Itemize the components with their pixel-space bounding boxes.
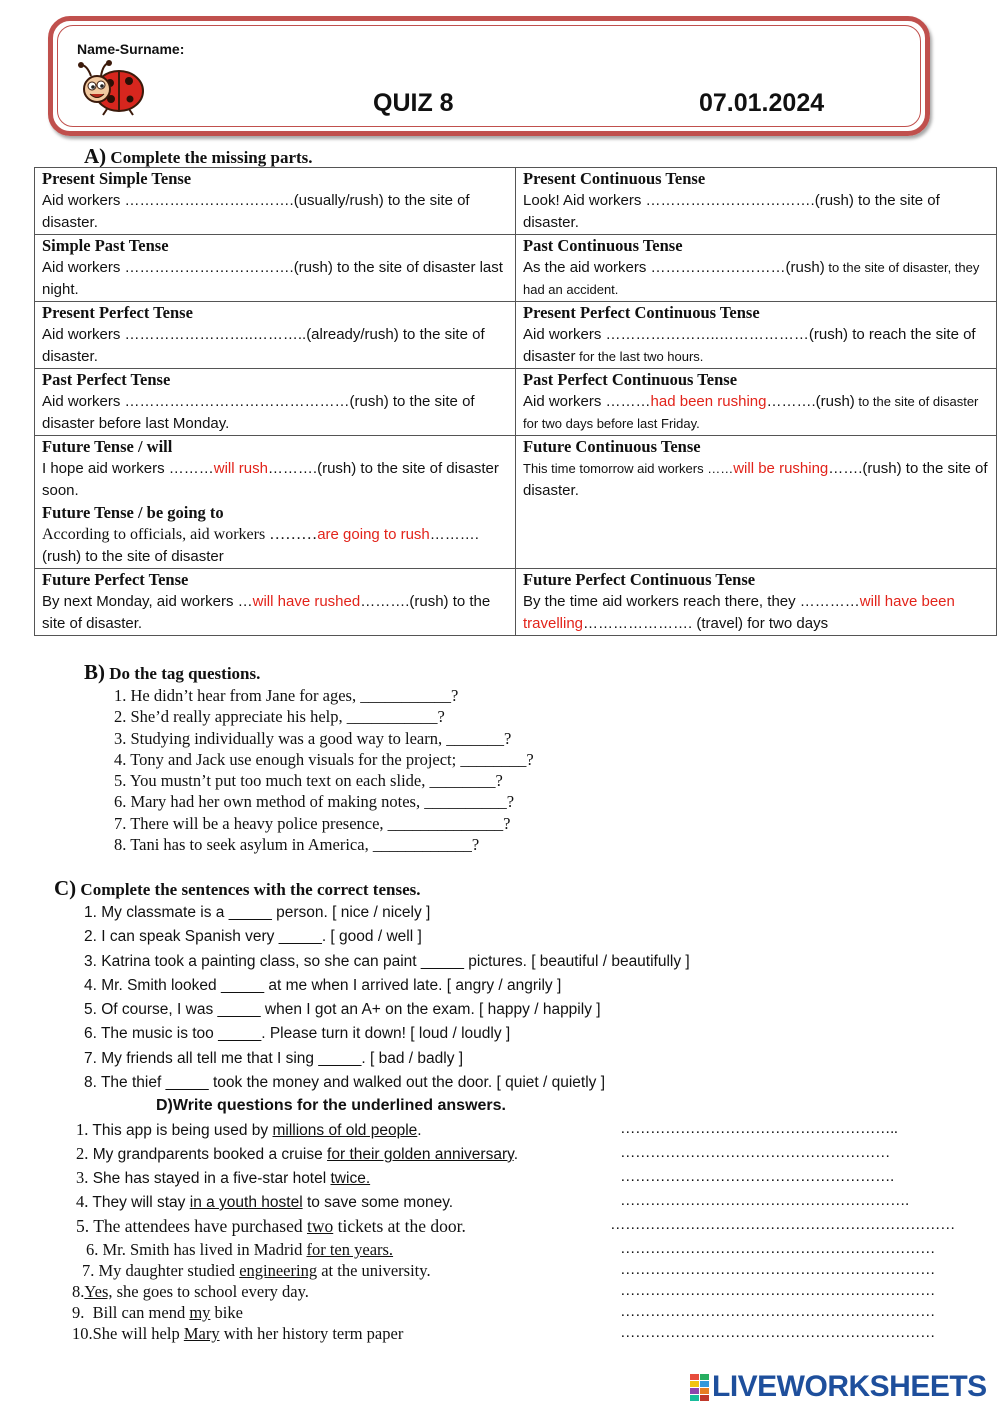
tag-question-list (114, 685, 534, 855)
liveworksheets-logo-icon (690, 1372, 710, 1404)
answer-text: will be rushing (733, 460, 829, 477)
name-surname-label: Name-Surname: (77, 41, 185, 57)
answer-text: are going to rush (317, 526, 430, 543)
list-item: 8.Yes, she goes to school every day. ……………………………………………………… (72, 1282, 935, 1301)
list-item: 5. You mustn’t put too much text on each slide, ________? (114, 771, 503, 791)
answer-line: ……………………………………………………… (620, 1240, 935, 1257)
underlined-answer: Yes, (84, 1282, 113, 1301)
list-item: 7. My friends all tell me that I sing _____. [ bad / badly ] (84, 1049, 464, 1067)
section-d-heading: D)Write questions for the underlined answers. (156, 1097, 506, 1114)
list-item: 1. This app is being used by millions of old people. ……………………………………………….. (76, 1120, 898, 1139)
section-c-heading: C) Complete the sentences with the correct tenses. (54, 876, 421, 900)
adjective-adverb-list (84, 901, 690, 1095)
underlined-answer: engineering (239, 1261, 318, 1280)
liveworksheets-brand: LIVEWORKSHEETS (712, 1370, 987, 1403)
list-item: 3. She has stayed in a five-star hotel twice. ………………………………………………. (76, 1168, 894, 1187)
list-item: 6. Mary had her own method of making notes, __________? (114, 792, 515, 812)
list-item: 1. My classmate is a _____ person. [ nice / nicely ] (84, 904, 431, 921)
list-item: 10.She will help Mary with her history term paper ……………………………………………………… (72, 1324, 935, 1343)
list-item: 8. The thief _____ took the money and walked out the door. [ quiet / quietly ] (84, 1074, 606, 1092)
tense-cell: Present Perfect Tense Aid workers ……………………..………..(already/rush) to the site of disaster. (35, 302, 516, 369)
list-item: 6. The music is too _____. Please turn it down! [ loud / loudly ] (84, 1025, 511, 1043)
list-item: 4. Mr. Smith looked _____ at me when I arrived late. [ angry / angrily ] (84, 976, 562, 994)
tense-cell: Past Perfect Tense Aid workers ………………………………………(rush) to the site of disaster before last Monday. (35, 369, 516, 436)
answer-text: will rush (213, 460, 268, 477)
quiz-title: QUIZ 8 (373, 89, 454, 117)
tense-cell: Past Perfect Continuous Tense Aid workers ………had been rushing……….(rush) to the site of disaster for two days before last Friday. (516, 369, 997, 436)
underlined-answer: two (306, 1216, 334, 1236)
ladybug-icon (77, 59, 147, 117)
answer-line: ………………………………………………. (620, 1168, 894, 1185)
underlined-answer: in a youth hostel (189, 1194, 303, 1211)
tense-cell: Present Simple Tense Aid workers …………………………….(usually/rush) to the site of disaster. (35, 168, 516, 235)
underlined-answer: my (189, 1303, 211, 1322)
underlined-answer: for their golden anniversary (327, 1146, 514, 1163)
answer-line: …………………………………………………………… (610, 1216, 955, 1233)
list-item: 5. Of course, I was _____ when I got an A+ on the exam. [ happy / happily ] (84, 1001, 601, 1019)
answer-text: will have rushed (252, 593, 361, 610)
tense-cell: Future Perfect Continuous Tense By the time aid workers reach there, they …………will have been travelling…………………. (travel) for two days (516, 569, 997, 636)
list-item: 2. My grandparents booked a cruise for their golden anniversary. ……………………………………………… (76, 1144, 890, 1163)
answer-line: ……………………………………………………… (620, 1261, 935, 1278)
section-b-heading: B) Do the tag questions. (84, 660, 261, 684)
list-item: 1. He didn’t hear from Jane for ages, ___________? (114, 686, 459, 705)
header-frame (48, 16, 930, 136)
list-item: 4. They will stay in a youth hostel to save some money. …………………………………………………. (76, 1192, 909, 1211)
quiz-date: 07.01.2024 (699, 89, 825, 117)
list-item: 4. Tony and Jack use enough visuals for the project; ________? (114, 749, 534, 769)
section-a-heading: A) Complete the missing parts. (84, 144, 313, 168)
underlined-answer: Mary (183, 1324, 220, 1343)
tense-cell: Present Perfect Continuous Tense Aid workers …………………..………………(rush) to reach the site of disaster for the last two hours. (516, 302, 997, 369)
underlined-answer: twice. (330, 1170, 371, 1187)
list-item: 7. There will be a heavy police presence, ______________? (114, 813, 511, 833)
tense-cell: Present Continuous Tense Look! Aid workers …………………………….(rush) to the site of disaster. (516, 168, 997, 235)
list-item: 7. My daughter studied engineering at the university. ……………………………………………………… (82, 1261, 935, 1280)
tense-cell: Simple Past Tense Aid workers …………………………….(rush) to the site of disaster last night. (35, 235, 516, 302)
tense-cell: Future Continuous Tense This time tomorrow aid workers ……will be rushing…….(rush) to the site of disaster. (516, 436, 997, 569)
list-item: 2. She’d really appreciate his help, ___________? (114, 707, 445, 727)
answer-line: …………………………………………………. (620, 1192, 909, 1209)
answer-line: ……………………………………………… (620, 1144, 890, 1161)
list-item: 6. Mr. Smith has lived in Madrid for ten years. ……………………………………………………… (86, 1240, 935, 1259)
tense-cell: Future Perfect Tense By next Monday, aid workers …will have rushed……….(rush) to the site of disaster. (35, 569, 516, 636)
tense-cell: Future Tense / will I hope aid workers ………will rush……….(rush) to the site of disaster soon. Future Tense / be going to According to officials, aid workers ………are going to rush……….(rush) to the site of disaster (35, 436, 516, 569)
list-item: 8. Tani has to seek asylum in America, ____________? (114, 835, 480, 855)
answer-line: ……………………………………………………… (620, 1324, 935, 1341)
answer-line: ……………………………………………………… (620, 1303, 935, 1320)
tense-table (34, 167, 997, 636)
list-item: 3. Katrina took a painting class, so she can paint _____ pictures. [ beautiful / beautifully ] (84, 952, 690, 970)
answer-text: had been rushing (650, 393, 767, 410)
answer-line: ……………………………………………….. (620, 1120, 898, 1137)
tense-cell: Past Continuous Tense As the aid workers ………………………(rush) to the site of disaster, they had an accident. (516, 235, 997, 302)
list-item: 2. I can speak Spanish very _____. [ good / well ] (84, 928, 422, 946)
list-item: 5. The attendees have purchased two tickets at the door. …………………………………………………………… (76, 1216, 955, 1236)
answer-line: ……………………………………………………… (620, 1282, 935, 1299)
underlined-answer: for ten years. (306, 1240, 394, 1259)
list-item: 3. Studying individually was a good way to learn, _______? (114, 728, 512, 748)
answer-text: will have been travelling (523, 593, 955, 632)
list-item: 9. Bill can mend my bike ……………………………………………………… (72, 1303, 935, 1322)
underlined-answer: millions of old people (272, 1122, 418, 1139)
